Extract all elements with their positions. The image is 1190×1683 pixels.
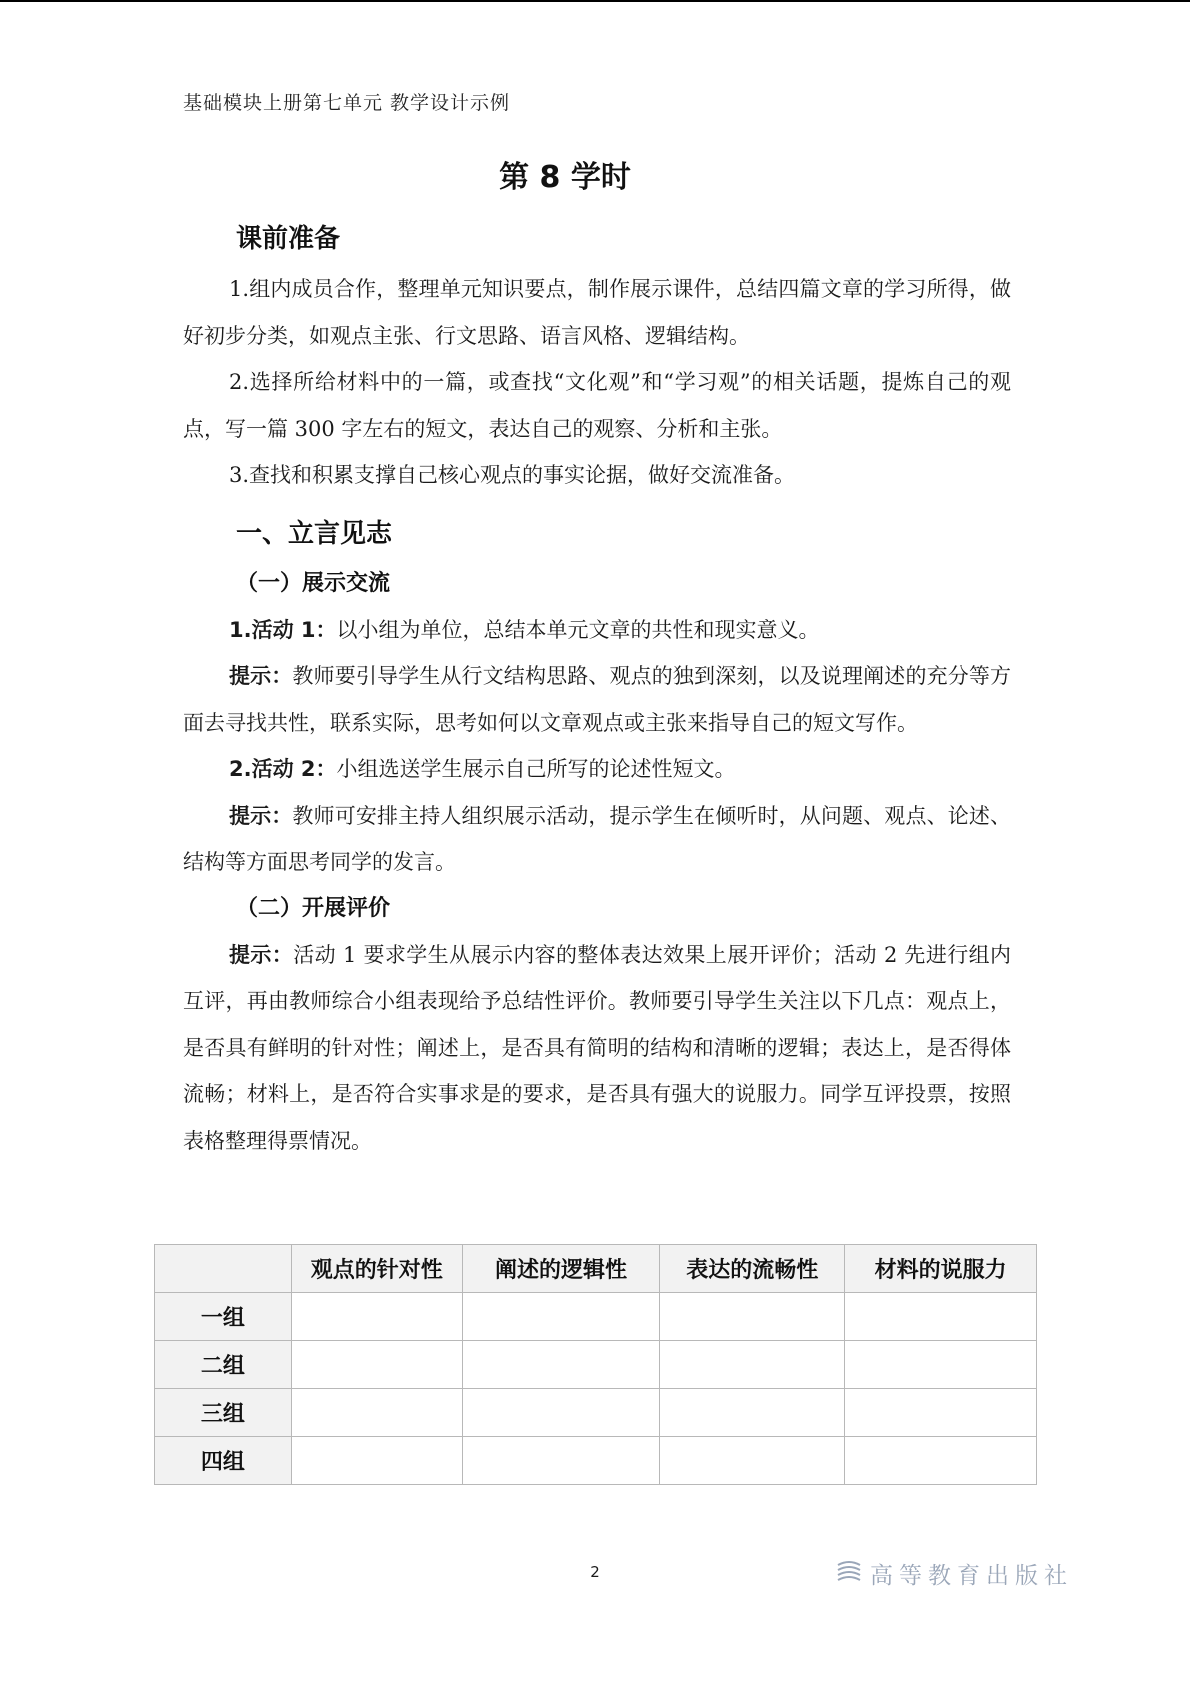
prep-item-1: 1.组内成员合作，整理单元知识要点，制作展示课件，总结四篇文章的学习所得，做好初步分类，如观点主张、行文思路、语言风格、逻辑结构。 [183,277,1011,348]
hint2-paragraph [183,793,1011,886]
hint3-label: 提示： [229,942,294,967]
hint2-text: 教师可安排主持人组织展示活动，提示学生在倾听时，从问题、观点、论述、结构等方面思考同学的发言。 [183,803,1012,874]
table-cell[interactable] [660,1437,845,1485]
activity1-paragraph [183,607,1011,654]
hint3-text: 活动 1 要求学生从展示内容的整体表达效果上展开评价；活动 2 先进行组内互评，再由教师综合小组表现给予总结性评价。教师要引导学生关注以下几点：观点上，是否具有鲜明的针对性；阐述上，是否具有简明的结构和清晰的逻辑；表达上，是否得体流畅；材料上，是否符合实事求是的要求，是否具有强大的说服力。同学互评投票，按照表格整理得票情况。 [183,942,1012,1153]
page-number: 2 [590,1563,600,1581]
top-rule [0,0,1190,2]
table-header-cell: 观点的针对性 [291,1245,462,1293]
hint1-label: 提示： [229,664,293,688]
table-cell[interactable] [845,1293,1037,1341]
table-cell[interactable] [660,1341,845,1389]
activity1-text: 以小组为单位，总结本单元文章的共性和现实意义。 [336,617,820,642]
table-cell[interactable] [845,1389,1037,1437]
table-cell[interactable] [660,1293,845,1341]
sub2-heading: （二）开展评价 [236,895,391,921]
table-cell[interactable] [845,1341,1037,1389]
table-cell[interactable] [291,1389,462,1437]
activity2-paragraph [183,746,1011,793]
table-cell[interactable] [291,1293,462,1341]
evaluation-table [154,1244,1037,1485]
table-cell[interactable] [660,1389,845,1437]
prep-item-3: 3.查找和积累支撑自己核心观点的事实论据，做好交流准备。 [229,463,796,487]
row-label: 三组 [155,1389,292,1437]
row-label: 四组 [155,1437,292,1485]
table-cell[interactable] [845,1437,1037,1485]
table-cell[interactable] [291,1341,462,1389]
hint3-paragraph [183,932,1011,1165]
row-label: 一组 [155,1293,292,1341]
table-row [155,1293,1037,1341]
hint2-label: 提示： [229,803,293,828]
publisher-name: 高等教育出版社 [870,1562,1073,1589]
main-content [183,212,1011,1164]
running-head: 基础模块上册第七单元 教学设计示例 [183,92,511,114]
row-label: 二组 [155,1341,292,1389]
sub1-heading: （一）展示交流 [236,570,391,596]
publisher-mark [836,1558,1073,1588]
table-header-corner [155,1245,292,1293]
prep-item-2: 2.选择所给材料中的一篇，或查找“文化观”和“学习观”的相关话题，提炼自己的观点，写一篇 300 字左右的短文，表达自己的观察、分析和主张。 [183,370,1011,441]
page-title: 第 8 学时 [499,160,631,195]
hint1-text: 教师要引导学生从行文结构思路、观点的独到深刻，以及说理阐述的充分等方面去寻找共性，联系实际，思考如何以文章观点或主张来指导自己的短文写作。 [183,664,1012,735]
table-header-cell: 材料的说服力 [845,1245,1037,1293]
activity2-text: 小组选送学生展示自己所写的论述性短文。 [336,757,736,781]
table-header-row [155,1245,1037,1293]
table-cell[interactable] [462,1293,660,1341]
table-row [155,1437,1037,1485]
publisher-logo-icon [836,1560,862,1586]
table-cell[interactable] [291,1437,462,1485]
table-header-cell: 阐述的逻辑性 [462,1245,660,1293]
table-row [155,1341,1037,1389]
prep-heading: 课前准备 [236,224,341,254]
section1-heading: 一、立言见志 [236,518,393,549]
activity1-label: 1.活动 1： [229,617,337,642]
table-cell[interactable] [462,1437,660,1485]
table-cell[interactable] [462,1389,660,1437]
table-row [155,1389,1037,1437]
table-cell[interactable] [462,1341,660,1389]
activity2-label: 2.活动 2： [229,757,337,781]
hint1-paragraph [183,653,1011,746]
table-header-cell: 表达的流畅性 [660,1245,845,1293]
